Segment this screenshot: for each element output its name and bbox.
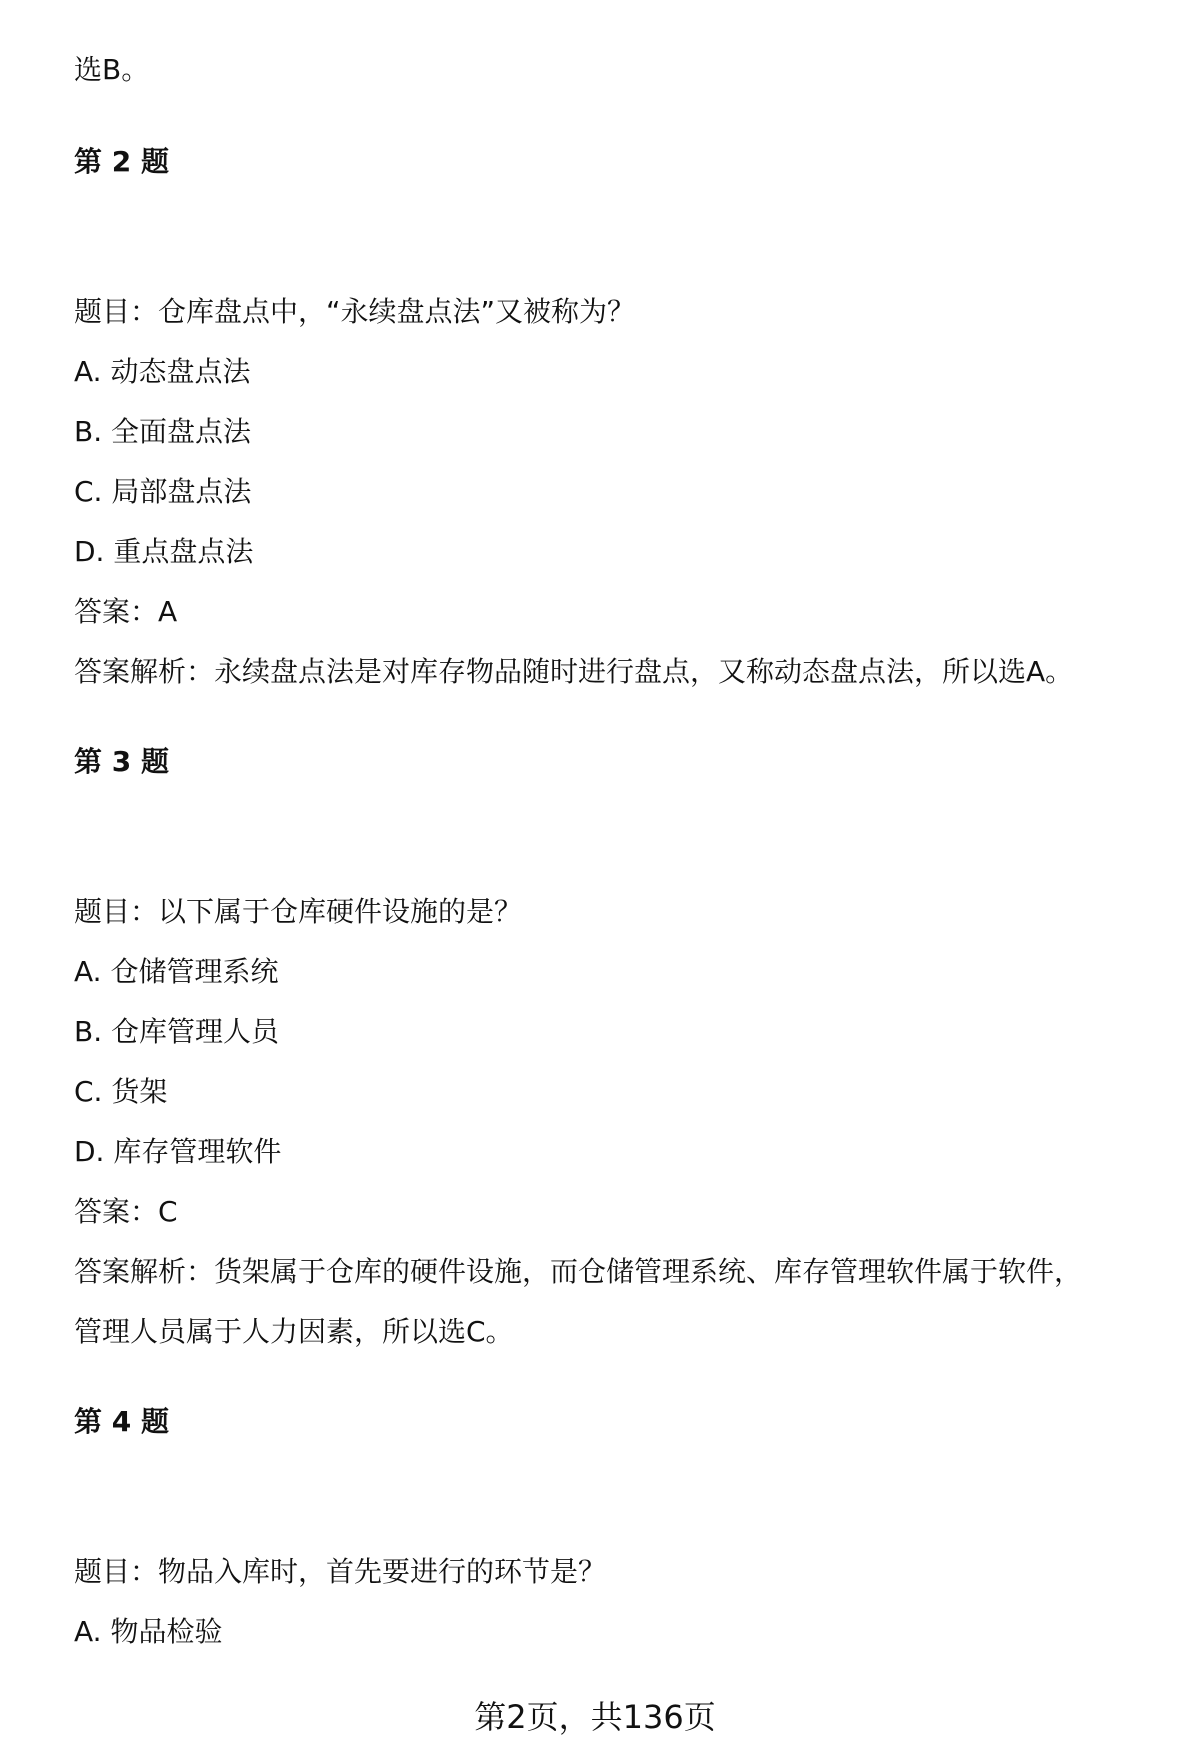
question-text: 题目：物品入库时，首先要进行的环节是？ (74, 1555, 607, 1588)
continuation-text: 选B。 (74, 53, 150, 86)
option-c: C. 货架 (74, 1075, 168, 1108)
option-b: B. 仓库管理人员 (74, 1015, 280, 1048)
explanation-continued: 管理人员属于人力因素，所以选C。 (74, 1315, 514, 1348)
answer: 答案：C (74, 1195, 178, 1228)
explanation: 答案解析：永续盘点法是对库存物品随时进行盘点，又称动态盘点法，所以选A。 (74, 655, 1074, 688)
question-heading: 第 2 题 (74, 145, 169, 178)
option-d: D. 重点盘点法 (74, 535, 254, 568)
question-heading: 第 3 题 (74, 745, 169, 778)
option-a: A. 动态盘点法 (74, 355, 251, 388)
question-text: 题目：仓库盘点中，“永续盘点法”又被称为？ (74, 295, 636, 328)
explanation: 答案解析：货架属于仓库的硬件设施，而仓储管理系统、库存管理软件属于软件， (74, 1255, 1083, 1288)
option-c: C. 局部盘点法 (74, 475, 252, 508)
option-d: D. 库存管理软件 (74, 1135, 282, 1168)
question-heading: 第 4 题 (74, 1405, 169, 1438)
answer: 答案：A (74, 595, 178, 628)
option-b: B. 全面盘点法 (74, 415, 252, 448)
question-text: 题目：以下属于仓库硬件设施的是？ (74, 895, 523, 928)
option-a: A. 物品检验 (74, 1615, 223, 1648)
option-a: A. 仓储管理系统 (74, 955, 279, 988)
page-footer: 第2页，共136页 (474, 1698, 716, 1736)
